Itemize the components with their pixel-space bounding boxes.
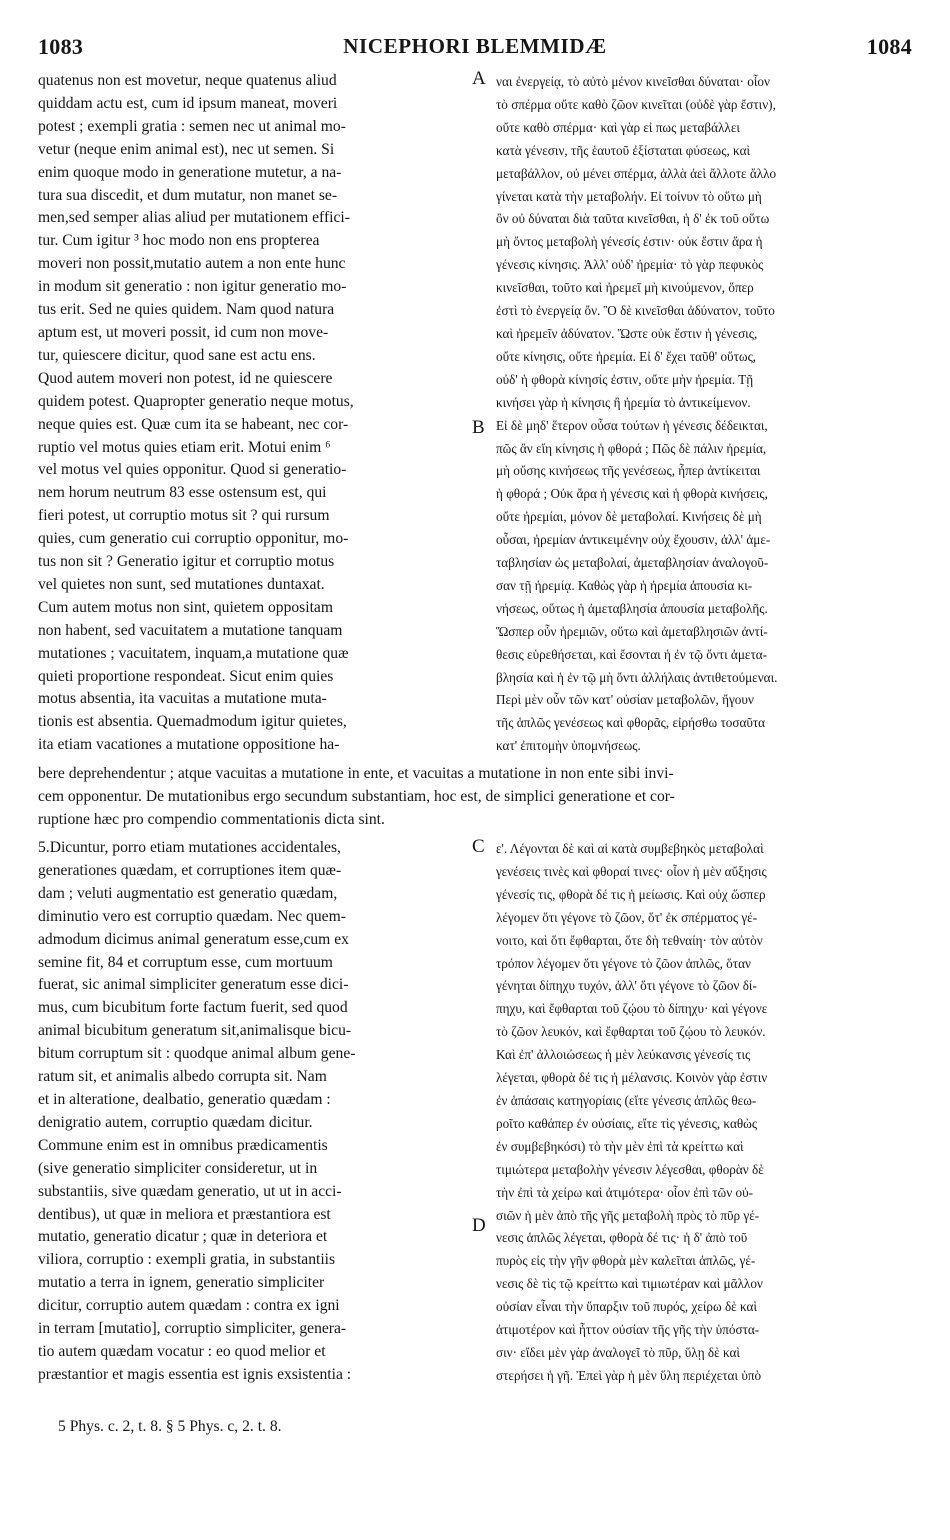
greek-text-line: σαν τῇ ἠρεμίᾳ. Καθὼς γὰρ ἡ ἠρεμία ἀπουσία κι- xyxy=(496,577,753,593)
greek-text-line: κατ' ἐπιτομὴν ὑπομνήσεως. xyxy=(496,738,641,754)
latin-text-line: tura sua discedit, et dum mutatur, non manet se- xyxy=(38,186,338,204)
latin-text-line: generationes quædam, et corruptiones item quæ- xyxy=(38,861,342,879)
greek-column-top xyxy=(496,71,926,758)
latin-text-line: præstantior et magis essentia est ignis exsistentia : xyxy=(38,1365,352,1383)
latin-text-line: dam ; veluti augmentatio est generatio quædam, xyxy=(38,884,338,902)
latin-text-line: Cum autem motus non sint, quietem oppositam xyxy=(38,598,333,616)
greek-text-line: γενέσεις τινὲς καὶ φθοραί τινες· οἷον ἡ μὲν αὔξησις xyxy=(496,863,767,879)
latin-text-line: dentibus), ut quæ in meliora et præstantiora est xyxy=(38,1205,331,1223)
latin-column-bottom xyxy=(38,837,468,1387)
latin-text-line: viliora, corruptio : exempli gratia, in substantiis xyxy=(38,1251,336,1269)
latin-text-line: tus non sit ? Generatio igitur et corruptio motus xyxy=(38,553,335,571)
greek-text-line: νεσις δὲ τὶς τῷ κρείττω καὶ τιμιωτέραν καὶ μᾶλλον xyxy=(496,1276,763,1292)
greek-text-line: Καὶ ἐπ' ἀλλοιώσεως ἡ μὲν λεύκανσις γένεσίς τις xyxy=(496,1047,751,1063)
latin-text-line: potest ; exempli gratia : semen nec ut animal mo- xyxy=(38,117,346,135)
latin-text-line: mutatio, generatio dicatur ; quæ in deteriora et xyxy=(38,1228,328,1246)
latin-text-line: ita etiam vacationes a mutatione oppositione ha- xyxy=(38,736,340,754)
greek-text-line: ἐν συμβεβηκόσι) τὸ τὴν μὲν ἐπὶ τὰ κρείττω καὶ xyxy=(496,1138,744,1154)
greek-text-line: ἐστὶ τὸ ἐνεργείᾳ ὄν. Ὃ δὲ κινεῖσθαι ἀδύνατον, τοῦτο xyxy=(496,303,775,319)
latin-text-line: aptum est, ut moveri possit, id cum non move- xyxy=(38,323,329,341)
latin-text-line: denigratio autem, corruptio quædam dicitur. xyxy=(38,1113,313,1131)
latin-text-line: nem horum neutrum 83 esse ostensum est, qui xyxy=(38,484,327,502)
latin-text-line: tur, quiescere dicitur, quod sane est actu ens. xyxy=(38,346,316,364)
latin-text-line: non habent, sed vacuitatem a mutatione tanquam xyxy=(38,621,343,639)
latin-text-line: semine fit, 84 et corruptum esse, cum mortuum xyxy=(38,953,333,971)
latin-text-line: in terram [mutatio], corruptio simpliciter, genera- xyxy=(38,1320,347,1338)
latin-text-line: tus erit. Sed ne quies quidem. Nam quod natura xyxy=(38,301,335,319)
greek-text-line: πυρὸς εἰς τὴν γῆν φθορὰ μὲν καλεῖται ἁπλῶς, γέ- xyxy=(496,1253,756,1269)
greek-text-line: ἡ φθορά ; Οὐκ ἄρα ἡ γένεσις καὶ ἡ φθορὰ κινήσεις, xyxy=(496,486,768,502)
greek-text-line: οὔτε ἠρεμίαι, μόνον δὲ μεταβολαί. Κινήσεις δὲ μὴ xyxy=(496,509,762,525)
margin-marker-b: B xyxy=(472,417,485,438)
latin-text-line: diminutio vero est corruptio quædam. Nec quem- xyxy=(38,907,346,925)
page-number-right: 1084 xyxy=(866,34,912,59)
greek-text-line: τὸ σπέρμα οὔτε καθὸ ζῶον κινεῖται (οὐδὲ γὰρ ἔστιν), xyxy=(496,96,776,112)
greek-text-line: Εἰ δὲ μηδ' ἕτερον οὖσα τούτων ἡ γένεσις δέδεικται, xyxy=(496,417,768,433)
latin-text-line: admodum dicimus animal generatum esse,cum ex xyxy=(38,930,349,948)
latin-text-line: quidem potest. Quapropter generatio neque motus, xyxy=(38,392,354,410)
latin-text-line: tur. Cum igitur ³ hoc modo non ens propterea xyxy=(38,232,320,250)
latin-text-line: substantiis, sive quædam generatio, ut ut in acci- xyxy=(38,1182,342,1200)
greek-text-line: πηχυ, καὶ ἔφθαρται τοῦ ζῴου τὸ δίπηχυ· καὶ γέγονε xyxy=(496,1001,768,1017)
greek-text-line: τὸ ζῶον λευκόν, καὶ ἔφθαρται τοῦ ζῴου τὸ λευκόν. xyxy=(496,1024,766,1040)
greek-text-line: οὐδ' ἡ φθορὰ κίνησίς ἐστιν, οὔτε μὴν ἠρεμία. Τῇ xyxy=(496,371,754,387)
greek-text-line: μὴ ὄντος μεταβολὴ γένεσίς ἐστιν· οὐκ ἔστιν ἄρα ἡ xyxy=(496,234,763,250)
latin-text-line: 5.Dicuntur, porro etiam mutationes accidentales, xyxy=(38,839,341,856)
latin-text-line: animal bicubitum generatum sit,animalisque bicu- xyxy=(38,1022,352,1040)
latin-text-line: tio autem quædam vocatur : eo quod melior et xyxy=(38,1342,326,1360)
full-width-text xyxy=(38,763,928,832)
greek-text-line: κινήσει γὰρ ἡ κίνησις ἢ ἠρεμία τὸ ἀντικείμενον. xyxy=(496,394,751,410)
full-text-line: cem opponentur. De mutationibus ergo secundum substantiam, hoc est, de simplici generatione et cor- xyxy=(38,787,675,805)
greek-text-line: λέγεται, φθορὰ δέ τις ἡ μέλανσις. Κοινὸν γὰρ ἐστιν xyxy=(496,1070,768,1086)
greek-text-line: ροῖτο καθάπερ ἐν οὐσίαις, εἴτε τὶς γένεσις, καθὼς xyxy=(496,1115,758,1131)
latin-text-line: bitum corruptum sit : quodque animal album gene- xyxy=(38,1045,356,1063)
latin-text-line: (sive generatio simpliciter consideretur, ut in xyxy=(38,1159,318,1177)
latin-text-line: fieri potest, ut corruptio motus sit ? qui rursum xyxy=(38,507,330,525)
latin-text-line: quiddam actu est, cum id ipsum maneat, moveri xyxy=(38,94,338,112)
greek-text-line: μὴ οὔσης κινήσεως τῆς γενέσεως, ἧπερ ἀντίκειται xyxy=(496,463,761,479)
latin-text-line: fuerat, sic animal simpliciter generatum esse dici- xyxy=(38,976,349,994)
full-text-line: ruptione hæc pro compendio commentationis dicta sint. xyxy=(38,810,385,828)
margin-marker-d: D xyxy=(472,1215,486,1236)
greek-text-line: οὐσίαν εἶναι τὴν ὕπαρξιν τοῦ πυρός, χείρω δὲ καὶ xyxy=(496,1299,758,1315)
latin-text-line: in modum sit generatio : non igitur generatio mo- xyxy=(38,278,347,296)
latin-column-top xyxy=(38,70,468,757)
latin-text-line: tionis est absentia. Quemadmodum igitur quietes, xyxy=(38,713,347,731)
greek-text-line: τὴν ἐπὶ τὰ χείρω καὶ ἀτιμότερα· οἷον ἐπὶ τῶν οὐ- xyxy=(496,1184,754,1200)
greek-text-line: Ὥσπερ οὖν ἠρεμιῶν, οὕτω καὶ ἀμεταβλησιῶν ἀντί- xyxy=(496,623,768,639)
margin-marker-a: A xyxy=(472,68,486,89)
greek-text-line: καὶ ἠρεμεῖν ἀδύνατον. Ὥστε οὐκ ἔστιν ἡ γένεσις, xyxy=(496,325,758,341)
latin-text-line: mutatio a terra in ignem, generatio simpliciter xyxy=(38,1274,325,1292)
latin-text-line: quatenus non est movetur, neque quatenus aliud xyxy=(38,72,337,89)
latin-text-line: mus, cum bicubitum forte factum fuerit, sed quod xyxy=(38,999,348,1017)
greek-text-line: ἐν ἁπάσαις κατηγορίαις (εἴτε γένεσις ἁπλῶς θεω- xyxy=(496,1092,757,1108)
greek-text-line: τῆς ἁπλῶς γενέσεως καὶ φθορᾶς, εἰρήσθω τοσαῦτα xyxy=(496,715,766,731)
greek-text-line: γίνεται κατὰ τὴν μεταβολήν. Εἰ τοίνυν τὸ οὕτω μὴ xyxy=(496,188,762,204)
greek-text-line: ὂν οὐ δύναται διὰ ταῦτα κινεῖσθαι, ἡ δ' ἐκ τοῦ οὕτω xyxy=(496,211,770,227)
greek-text-line: τρόπον λέγομεν ὅτι γέγονε τὸ ζῶον ἁπλῶς, ὅταν xyxy=(496,955,751,971)
greek-text-line: ἀτιμοτέρον καὶ ἧττον οὐσίαν τῆς γῆς τὴν ὑπόστα- xyxy=(496,1322,760,1338)
greek-text-line: γένεσίς τις, φθορὰ δέ τις ἡ μείωσις. Καὶ οὐχ ὥσπερ xyxy=(496,886,766,902)
latin-text-line: mutationes ; vacuitatem, inquam,a mutatione quæ xyxy=(38,644,349,662)
greek-text-line: τιμιώτερα μεταβολὴν γένεσιν λέγεσθαι, φθορὰν δὲ xyxy=(496,1161,764,1177)
greek-text-line: μεταβάλλον, οὐ μένει σπέρμα, ἀλλὰ ἀεὶ ἄλλοτε ἄλλο xyxy=(496,165,777,181)
latin-text-line: vetur (neque enim animal est), nec ut semen. Si xyxy=(38,140,335,158)
greek-text-line: οὔτε καθὸ σπέρμα· καὶ γὰρ εἰ πως μεταβάλλει xyxy=(496,119,740,135)
greek-text-line: Περὶ μὲν οὖν τῶν κατ' οὐσίαν μεταβολῶν, ἤγουν xyxy=(496,692,754,708)
latin-text-line: enim quoque modo in generatione mutetur, a na- xyxy=(38,163,342,181)
greek-text-line: κινεῖσθαι, τοῦτο καὶ ἠρεμεῖ μὴ κινούμενον, ὅπερ xyxy=(496,280,754,296)
greek-text-line: γένεσις κίνησις. Ἀλλ' οὐδ' ἠρεμία· τὸ γὰρ πεφυκὸς xyxy=(496,257,764,273)
greek-text-line: οὔτε κίνησις, οὔτε ἠρεμία. Εἰ δ' ἔχει ταῦθ' οὕτως, xyxy=(496,348,757,364)
running-title: NICEPHORI BLEMMIDÆ xyxy=(343,34,607,58)
latin-text-line: dicitur, corruptio autem quædam : contra ex igni xyxy=(38,1297,340,1315)
latin-text-line: moveri non possit,mutatio autem a non ente hunc xyxy=(38,255,346,273)
latin-text-line: quies, cum generatio cui corruptio opponitur, mo- xyxy=(38,530,349,548)
latin-text-line: vel motus vel quies opponitur. Quod si generatio- xyxy=(38,461,347,479)
greek-text-line: σιν· εἴδει μὲν γὰρ ἀναλογεῖ τὸ πῦρ, ὕλῃ δὲ καὶ xyxy=(496,1344,740,1360)
footnote: 5 Phys. c. 2, t. 8. § 5 Phys. c, 2. t. 8. xyxy=(58,1418,282,1435)
full-text-line: bere deprehendentur ; atque vacuitas a mutatione in ente, et vacuitas a mutatione in non ente sibi invi- xyxy=(38,765,674,782)
greek-text-line: νεσις ἁπλῶς λέγεται, φθορὰ δέ τις· ἡ δ' ἀπὸ τοῦ xyxy=(496,1230,748,1246)
greek-text-line: γένηται δίπηχυ τυχόν, ἀλλ' ὅτι γέγονε τὸ ζῶον δί- xyxy=(496,978,757,994)
greek-text-line: βλησία καὶ ἡ ἐν τῷ μὴ ὄντι ἀλλήλαις ἀντιθετούμεναι. xyxy=(496,669,778,685)
greek-text-line: νήσεως, οὕτως ἡ ἀμεταβλησία ἀπουσία μεταβολῆς. xyxy=(496,600,768,616)
page-number-left: 1083 xyxy=(38,34,84,59)
greek-text-line: ναι ἐνεργείᾳ, τὸ αὐτὸ μένον κινεῖσθαι δύναται· οἷον xyxy=(496,74,770,89)
latin-text-line: neque quies est. Quæ cum ita se habeant, nec cor- xyxy=(38,415,349,433)
margin-marker-c: C xyxy=(472,836,485,857)
latin-text-line: men,sed semper alias aliud per mutationem effici- xyxy=(38,209,350,227)
greek-text-line: κατὰ γένεσιν, τῆς ἑαυτοῦ ἐξίσταται φύσεως, καὶ xyxy=(496,142,751,158)
greek-text-line: ταβλησίαν ὡς μεταβολαί, ἀμεταβλησίαν ἀναλογοῦ- xyxy=(496,555,769,571)
greek-text-line: λέγομεν ὅτι γέγονε τὸ ζῶον, ὅτ' ἐκ σπέρματος γέ- xyxy=(496,909,758,925)
latin-text-line: et in alteratione, dealbatio, generatio quædam : xyxy=(38,1090,331,1108)
latin-text-line: Quod autem moveri non potest, id ne quiescere xyxy=(38,369,333,387)
greek-column-bottom xyxy=(496,838,926,1388)
greek-text-line: νοιτο, καὶ ὅτι ἔφθαρται, ὅτε δὴ τεθναίη· τὸν αὐτὸν xyxy=(496,932,763,948)
greek-text-line: θεσις εὑρεθήσεται, καὶ ἔσονται ἡ ἐν τῷ ὄντι ἀμετα- xyxy=(496,646,768,662)
latin-text-line: vel quietes non sunt, sed mutationes duntaxat. xyxy=(38,575,325,593)
latin-text-line: ratum sit, et animalis albedo corrupta sit. Nam xyxy=(38,1068,327,1086)
latin-text-line: Commune enim est in omnibus prædicamentis xyxy=(38,1136,328,1154)
greek-text-line: σιῶν ἡ μὲν ἀπὸ τῆς γῆς μεταβολὴ πρὸς τὸ πῦρ γέ- xyxy=(496,1207,760,1223)
latin-text-line: motus absentia, ita vacuitas a mutatione muta- xyxy=(38,690,327,708)
latin-text-line: ruptio vel motus quies etiam erit. Motui enim ⁶ xyxy=(38,438,331,456)
greek-text-line: πῶς ἂν εἴη κίνησις ἡ φθορά ; Πῶς δὲ πάλιν ἠρεμία, xyxy=(496,440,767,456)
greek-text-line: ε'. Λέγονται δὲ καὶ αἱ κατὰ συμβεβηκὸς μεταβολαὶ xyxy=(496,841,764,856)
greek-text-line: οὖσαι, ἠρεμίαν ἀντικειμένην οὐχ ἔχουσιν, ἀλλ' ἀμε- xyxy=(496,532,771,548)
latin-text-line: quieti proportione respondeat. Sicut enim quies xyxy=(38,667,334,685)
greek-text-line: στερήσει ἡ γῆ. Ἐπεὶ γὰρ ἡ μὲν ὕλη περιέχεται ὑπὸ xyxy=(496,1367,762,1383)
